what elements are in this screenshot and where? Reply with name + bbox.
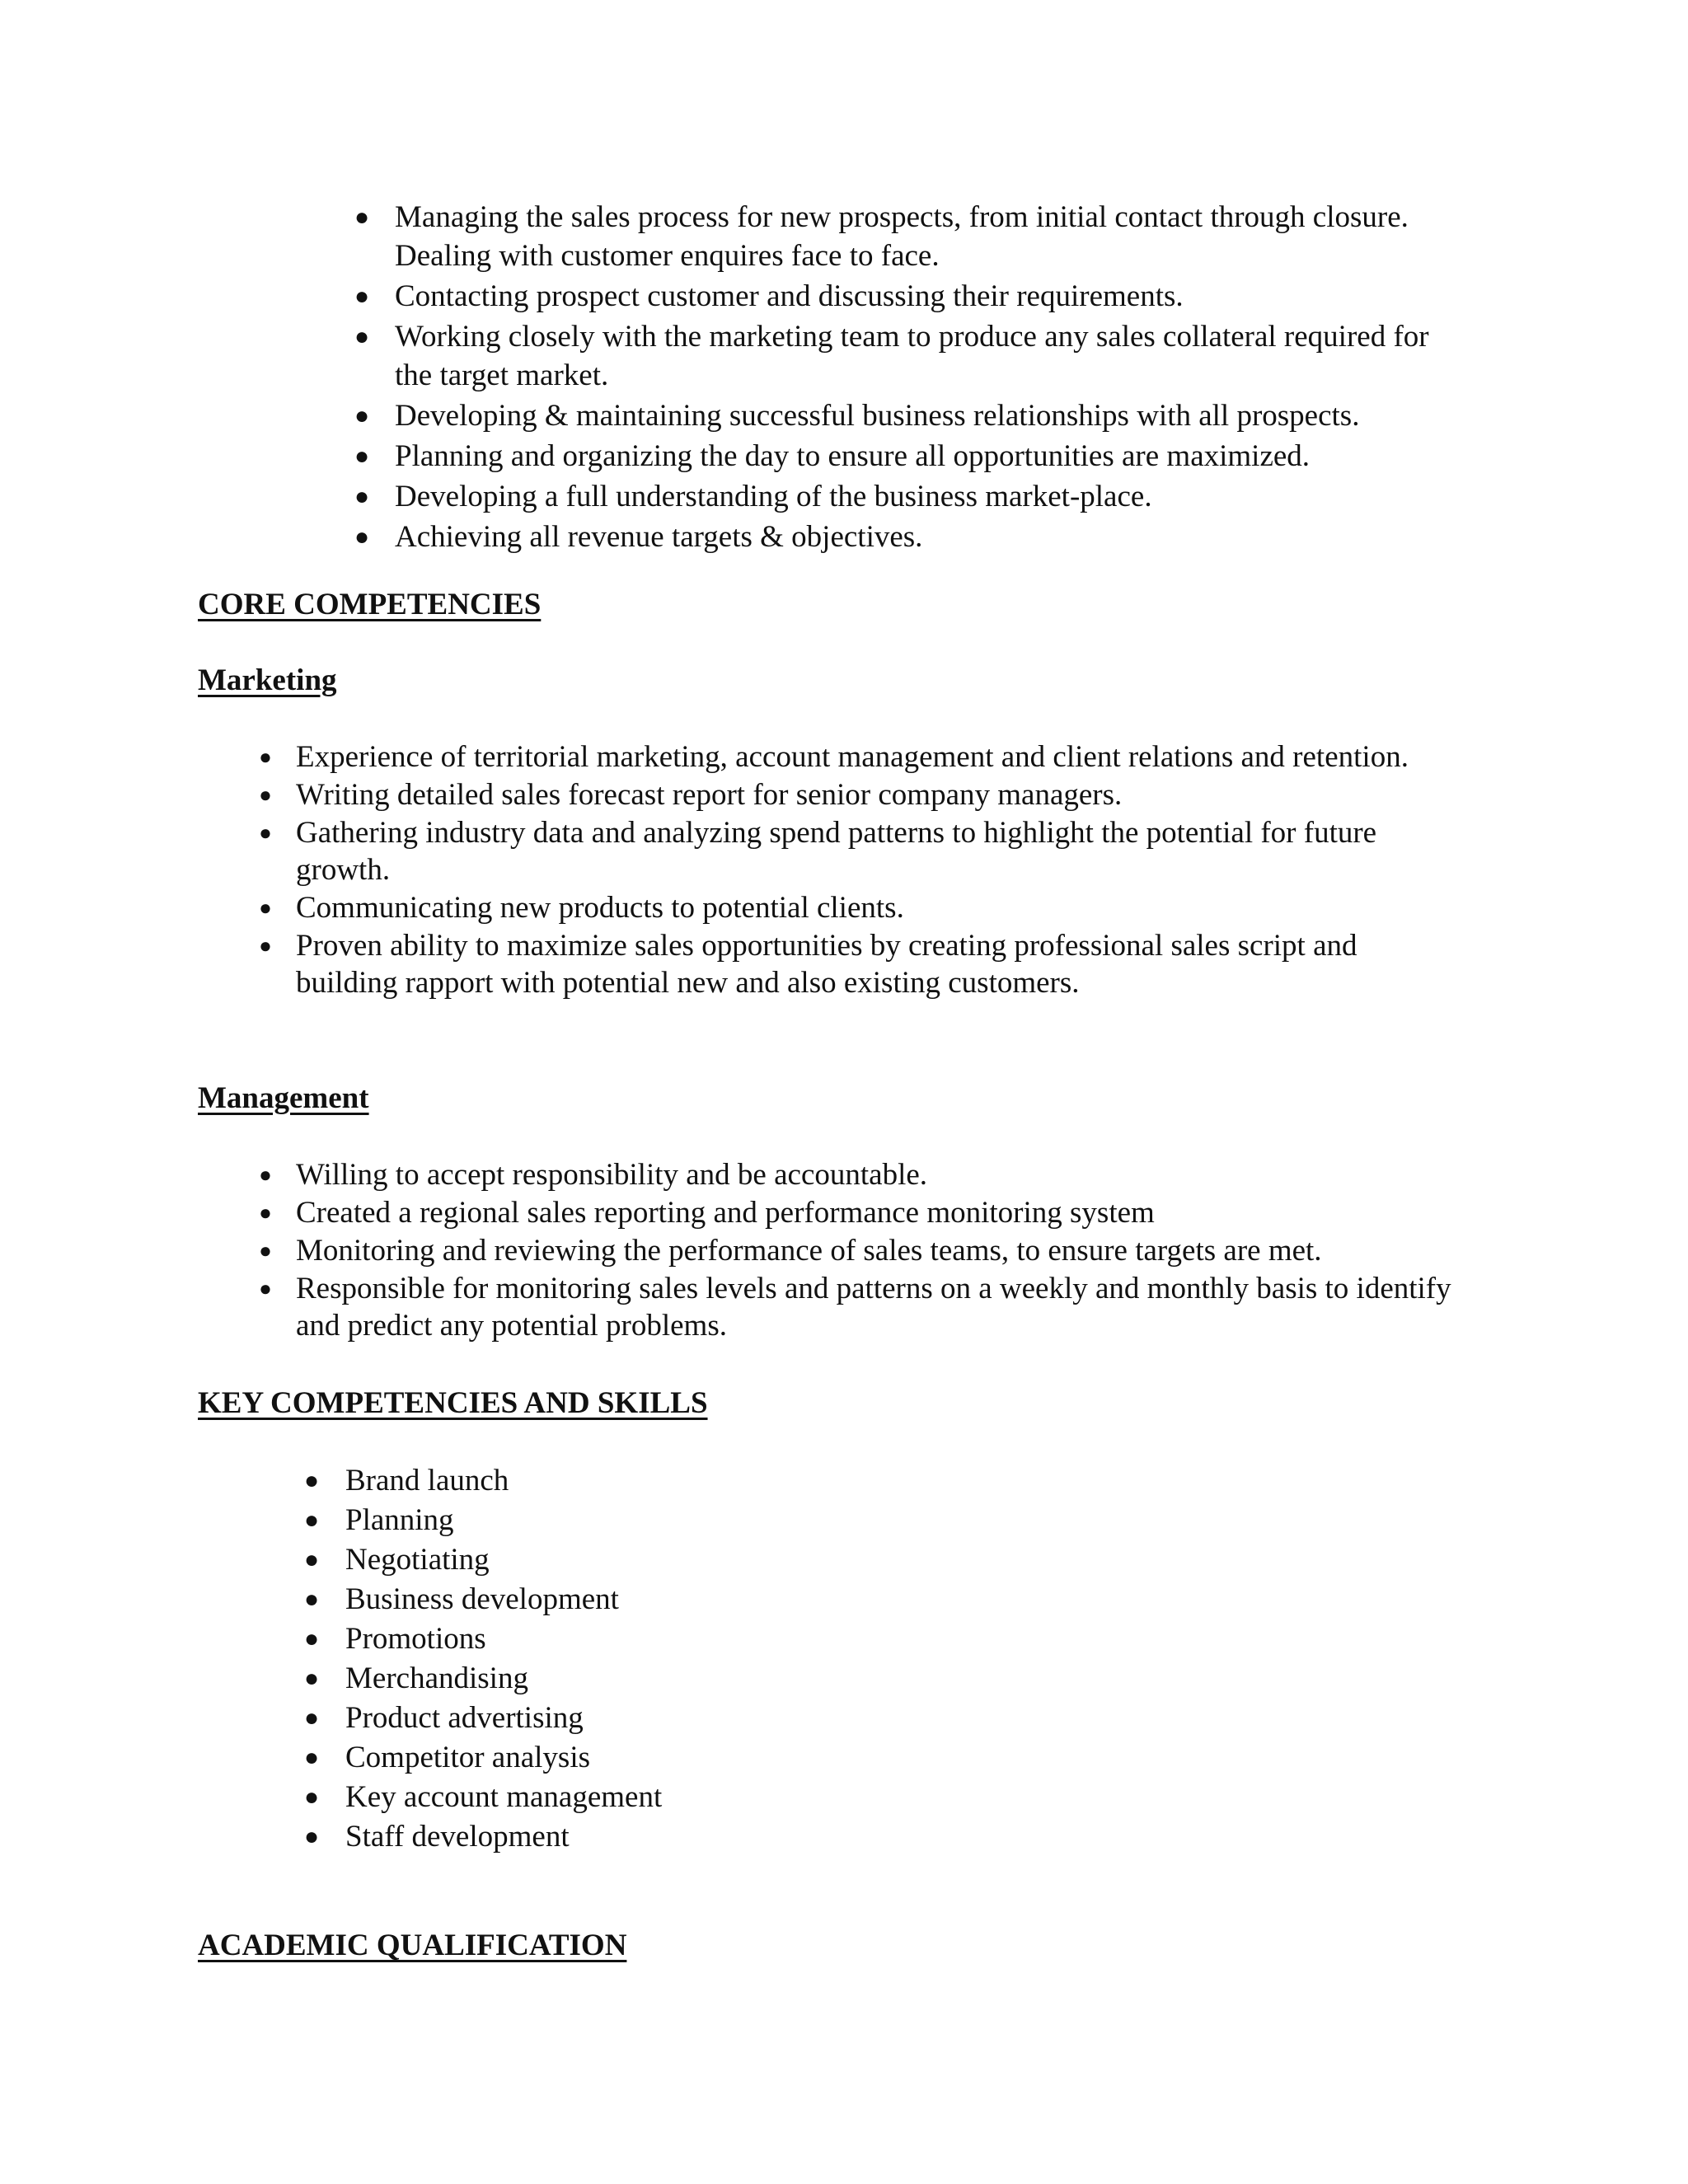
bullet-icon: ●: [259, 896, 272, 920]
list-item: ● Working closely with the marketing team to produce any sales collateral required for the target market.: [395, 317, 1466, 395]
bullet-icon: ●: [259, 1277, 272, 1301]
bullet-icon: ●: [303, 1783, 320, 1811]
list-item: ● Product advertising: [345, 1699, 1087, 1738]
list-item: ● Promotions: [345, 1619, 1087, 1659]
list-item: ● Developing & maintaining successful business relationships with all prospects.: [395, 396, 1466, 435]
bullet-icon: ●: [303, 1625, 320, 1652]
list-item: ● Responsible for monitoring sales levels and patterns on a weekly and monthly basis to identify and predict any potential problems.: [296, 1270, 1466, 1344]
management-subheading: Management: [198, 1081, 369, 1115]
bullet-icon: ●: [303, 1546, 320, 1573]
bullet-icon: ●: [354, 323, 370, 350]
bullet-icon: ●: [259, 821, 272, 845]
bullet-icon: ●: [259, 1163, 272, 1187]
list-item: ● Managing the sales process for new prospects, from initial contact through closure. Dealing with customer enquires face to face.: [395, 198, 1466, 275]
bullet-icon: ●: [303, 1507, 320, 1534]
list-item: ● Developing a full understanding of the business market-place.: [395, 477, 1466, 516]
list-item: ● Planning and organizing the day to ensure all opportunities are maximized.: [395, 437, 1466, 476]
list-item: ● Contacting prospect customer and discussing their requirements.: [395, 277, 1466, 316]
bullet-icon: ●: [354, 443, 370, 470]
bullet-icon: ●: [259, 1201, 272, 1225]
list-item: ● Writing detailed sales forecast report for senior company managers.: [296, 776, 1466, 813]
marketing-list: [259, 738, 1466, 1002]
bullet-icon: ●: [259, 1239, 272, 1263]
bullet-icon: ●: [354, 523, 370, 551]
list-item: ● Created a regional sales reporting and performance monitoring system: [296, 1194, 1466, 1231]
list-item: ● Brand launch: [345, 1461, 1087, 1501]
list-item: ● Experience of territorial marketing, account management and client relations and retention.: [296, 738, 1466, 776]
list-item: ● Business development: [345, 1580, 1087, 1619]
list-item: ● Merchandising: [345, 1659, 1087, 1699]
bullet-icon: ●: [354, 483, 370, 510]
list-item: ● Key account management: [345, 1778, 1087, 1817]
bullet-icon: ●: [354, 204, 370, 231]
list-item: ● Communicating new products to potential clients.: [296, 889, 1466, 926]
list-item: ● Gathering industry data and analyzing spend patterns to highlight the potential for future growth.: [296, 814, 1466, 888]
list-item: ● Achieving all revenue targets & objectives.: [395, 518, 1466, 556]
bullet-icon: ●: [354, 283, 370, 310]
management-list: [259, 1156, 1466, 1345]
bullet-icon: ●: [303, 1704, 320, 1732]
bullet-icon: ●: [303, 1665, 320, 1692]
academic-qualification-heading: ACADEMIC QUALIFICATION: [198, 1929, 627, 1962]
list-item: ● Negotiating: [345, 1540, 1087, 1580]
bullet-icon: ●: [259, 745, 272, 769]
list-item: ● Willing to accept responsibility and be accountable.: [296, 1156, 1466, 1193]
bullet-icon: ●: [354, 402, 370, 429]
marketing-subheading: Marketing: [198, 663, 337, 697]
list-item: ● Competitor analysis: [345, 1738, 1087, 1778]
duties-list: [354, 198, 1466, 558]
key-skills-list: [303, 1461, 1087, 1857]
bullet-icon: ●: [303, 1586, 320, 1613]
key-skills-heading: KEY COMPETENCIES AND SKILLS: [198, 1386, 708, 1420]
bullet-icon: ●: [303, 1823, 320, 1850]
bullet-icon: ●: [259, 783, 272, 807]
bullet-icon: ●: [303, 1744, 320, 1771]
bullet-icon: ●: [303, 1467, 320, 1494]
list-item: ● Staff development: [345, 1817, 1087, 1857]
bullet-icon: ●: [259, 934, 272, 958]
list-item: ● Proven ability to maximize sales opportunities by creating professional sales script and building rapport with potential new and also existing customers.: [296, 927, 1466, 1001]
core-competencies-heading: CORE COMPETENCIES: [198, 588, 542, 621]
list-item: ● Planning: [345, 1501, 1087, 1540]
list-item: ● Monitoring and reviewing the performance of sales teams, to ensure targets are met.: [296, 1232, 1466, 1269]
